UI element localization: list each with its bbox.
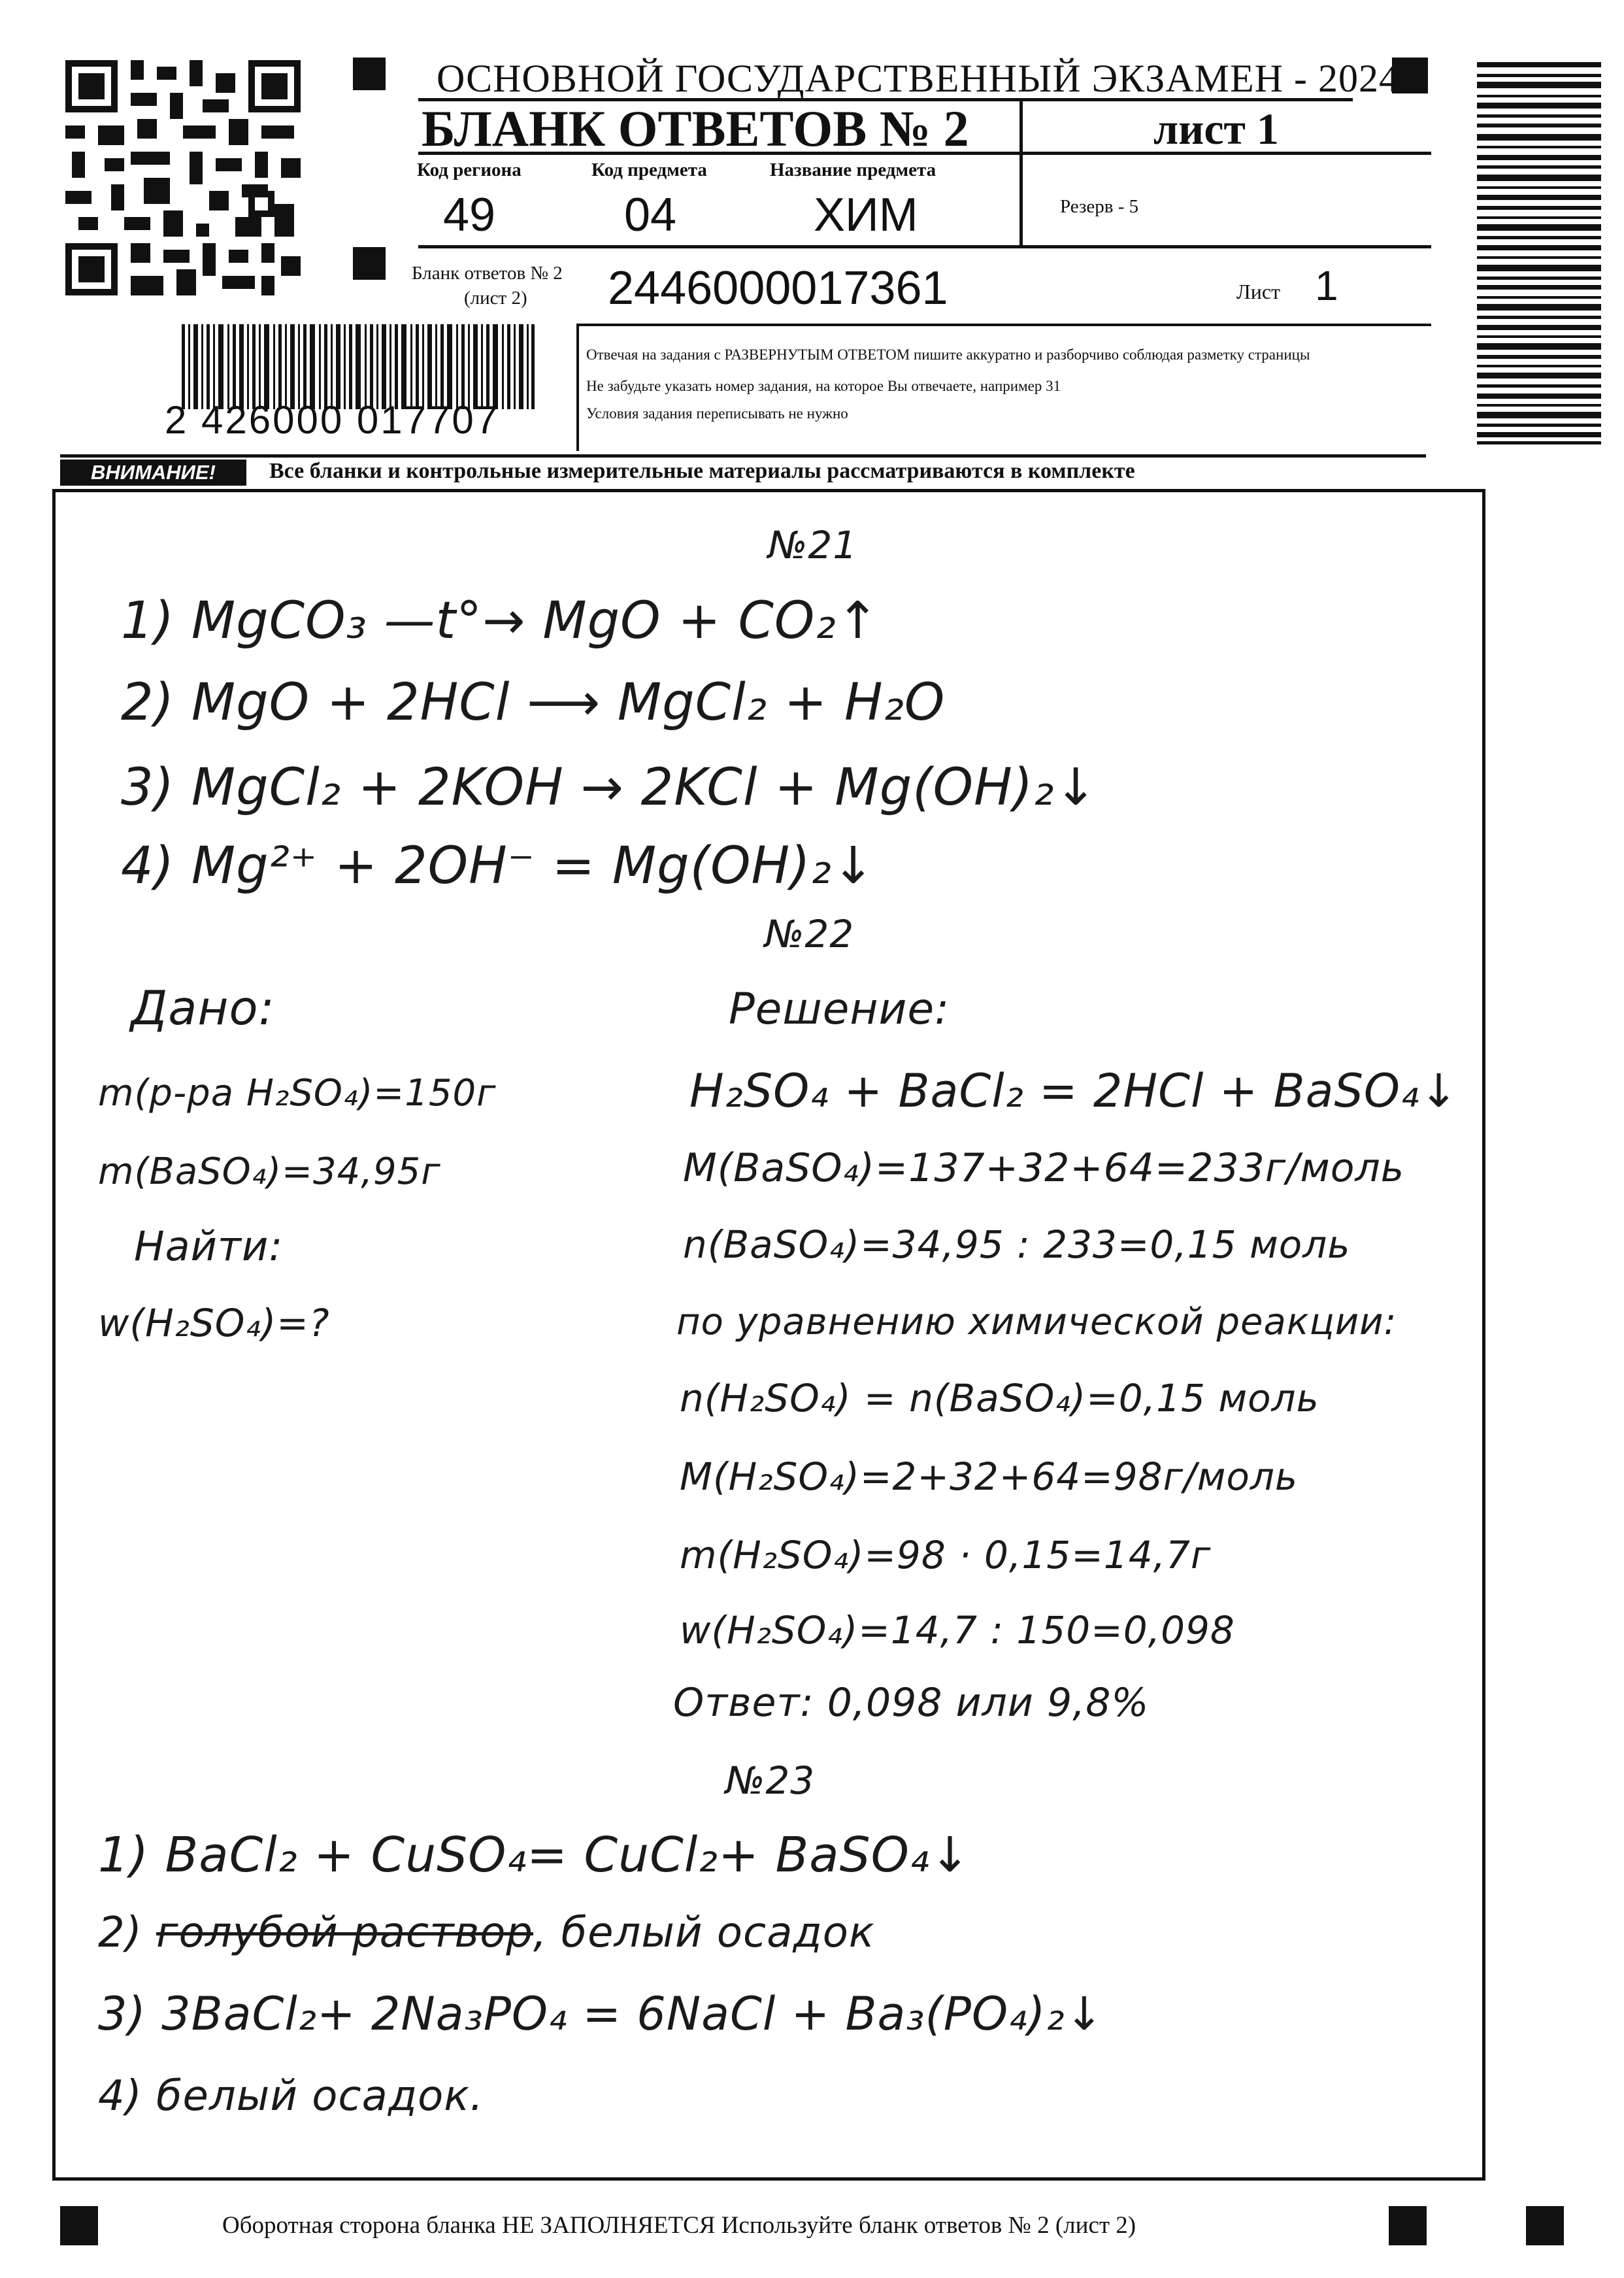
link-label: Бланк ответов № 2: [412, 263, 563, 284]
attention-text: Все бланки и контрольные измерительные материалы рассматриваются в комплекте: [269, 459, 1135, 483]
footer-text: Оборотная сторона бланка НЕ ЗАПОЛНЯЕТСЯ Используйте бланк ответов № 2 (лист 2): [222, 2212, 1136, 2239]
link-label-sheet: (лист 2): [464, 288, 527, 309]
barcode-number: 2 426000 017707: [165, 398, 500, 442]
registration-mark: [1389, 2206, 1427, 2245]
find-title: Найти:: [134, 1222, 284, 1270]
list-label: Лист: [1236, 280, 1281, 303]
solution-title: Решение:: [729, 984, 950, 1034]
answer-line: 3) MgCl₂ + 2KOH → 2KCl + Mg(OH)₂↓: [121, 758, 1098, 817]
line-prefix: 2): [98, 1909, 157, 1957]
given-line: m(р-ра H₂SO₄)=150г: [98, 1072, 497, 1114]
solution-line: M(BaSO₄)=137+32+64=233г/моль: [683, 1145, 1405, 1191]
exam-title: ОСНОВНОЙ ГОСУДАРСТВЕННЫЙ ЭКЗАМЕН - 2024: [437, 57, 1399, 100]
solution-line: H₂SO₄ + BaCl₂ = 2HCl + BaSO₄↓: [689, 1064, 1459, 1118]
subject-code-value: 04: [624, 189, 677, 241]
solution-line: по уравнению химической реакции:: [676, 1301, 1397, 1343]
task-number: №23: [725, 1758, 816, 1803]
answer-line: 1) MgCO₃ —t°→ MgO + CO₂↑: [121, 592, 880, 650]
region-value: 49: [443, 189, 496, 241]
instruction-line: Не забудьте указать номер задания, на которое Вы отвечаете, например 31: [586, 378, 1061, 394]
subject-code-label: Код предмета: [591, 159, 707, 180]
struck-text: голубой раствор: [156, 1909, 533, 1957]
rule: [578, 324, 1431, 326]
instruction-line: Условия задания переписывать не нужно: [586, 405, 848, 422]
registration-mark: [353, 58, 386, 90]
registration-mark: [1526, 2206, 1564, 2245]
rule: [576, 324, 579, 451]
form-number: 2446000017361: [608, 262, 948, 314]
registration-mark: [60, 2206, 98, 2245]
qr-code: [65, 60, 301, 295]
rule: [60, 454, 1426, 458]
solution-line: n(BaSO₄)=34,95 : 233=0,15 моль: [683, 1222, 1351, 1267]
answer-line: 2) MgO + 2HCl ⟶ MgCl₂ + H₂O: [121, 673, 946, 732]
form-barcode: [182, 324, 535, 409]
sheet-title: лист 1: [1153, 104, 1279, 154]
reserve-label: Резерв - 5: [1060, 196, 1139, 217]
answer-line: 3) 3BaCl₂+ 2Na₃PO₄ = 6NaCl + Ba₃(PO₄)₂↓: [98, 1987, 1104, 2041]
rule: [418, 245, 1431, 248]
region-label: Код региона: [417, 159, 522, 180]
form-title: БЛАНК ОТВЕТОВ № 2: [422, 100, 969, 157]
side-barcode: [1477, 62, 1601, 444]
task-number: №21: [768, 523, 858, 567]
given-title: Дано:: [131, 980, 275, 1035]
answer-line: 4) Mg²⁺ + 2OH⁻ = Mg(OH)₂↓: [121, 837, 876, 896]
answer-line: [98, 1909, 875, 1957]
instruction-line: Отвечая на задания с РАЗВЕРНУТЫМ ОТВЕТОМ пишите аккуратно и разборчиво соблюдая разметку страницы: [586, 346, 1310, 363]
answer-final: Ответ: 0,098 или 9,8%: [673, 1680, 1150, 1726]
answer-line: 1) BaCl₂ + CuSO₄= CuCl₂+ BaSO₄↓: [98, 1827, 971, 1883]
task-number: №22: [765, 912, 855, 956]
attention-badge: ВНИМАНИЕ!: [60, 460, 246, 486]
registration-mark: [353, 247, 386, 280]
rule: [1019, 98, 1023, 245]
list-value: 1: [1315, 262, 1338, 309]
solution-line: m(H₂SO₄)=98 · 0,15=14,7г: [680, 1533, 1212, 1577]
given-line: m(BaSO₄)=34,95г: [98, 1150, 441, 1193]
find-line: w(H₂SO₄)=?: [98, 1301, 330, 1345]
subject-name-label: Название предмета: [770, 159, 936, 180]
solution-line: M(H₂SO₄)=2+32+64=98г/моль: [680, 1454, 1299, 1499]
line-rest: , белый осадок: [533, 1909, 875, 1957]
subject-name-value: ХИМ: [814, 189, 918, 241]
answer-line: 4) белый осадок.: [98, 2072, 484, 2120]
solution-line: n(H₂SO₄) = n(BaSO₄)=0,15 моль: [680, 1376, 1319, 1420]
solution-line: w(H₂SO₄)=14,7 : 150=0,098: [680, 1608, 1235, 1652]
